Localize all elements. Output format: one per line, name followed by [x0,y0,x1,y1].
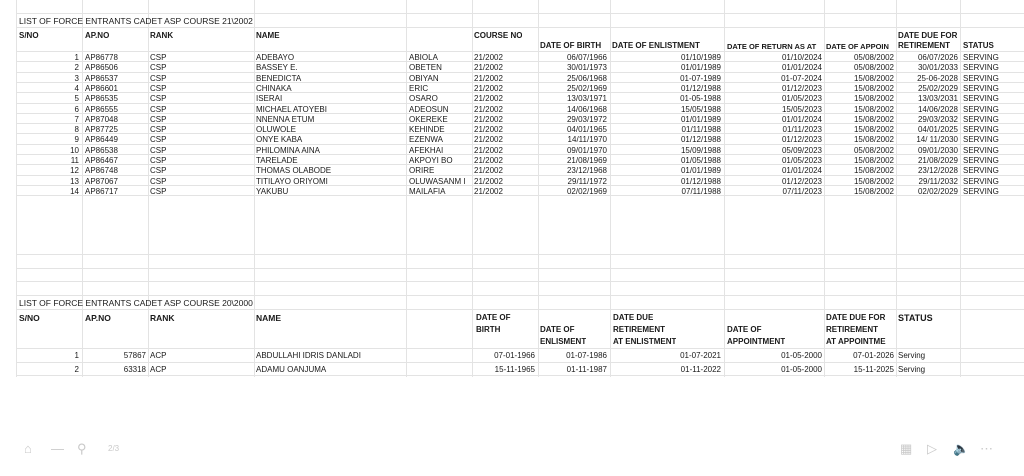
volume-icon[interactable]: 🔈 [953,441,970,456]
s2-header-dre-l2: RETIREMENT [613,325,665,334]
s1-cell-name: ISERAI [256,94,283,104]
s1-cell-apno: AP87725 [85,125,118,135]
s2-cell-dre: 01-07-2021 [680,351,721,360]
s1-cell-rank: CSP [150,53,167,62]
gridline [82,0,83,377]
s1-cell-apno: AP86467 [85,156,118,165]
s1-cell-dob: 09/01/1970 [566,145,607,155]
gridline [16,375,1024,376]
s1-cell-course: 21/2002 [474,104,503,114]
s1-cell-due: 02/02/2029 [917,186,958,196]
s1-cell-dob: 14/11/1970 [567,135,607,145]
s1-cell-course: 21/2002 [474,73,503,83]
s1-cell-name2: OKEREKE [409,114,448,124]
s1-cell-sno: 14 [70,186,79,196]
s1-cell-status: SERVING [963,145,999,155]
s1-cell-doa: 15/08/2002 [853,135,894,145]
s2-cell-status: Serving [898,351,926,360]
s1-cell-apno: AP87048 [85,114,118,124]
s1-cell-name: THOMAS OLABODE [256,166,332,176]
s1-cell-doa: 15/08/2002 [853,73,894,83]
s1-cell-name2: ADEOSUN [409,104,449,114]
s1-cell-due: 23/12/2028 [917,166,958,176]
s2-header-dre-l1: DATE DUE [613,313,654,322]
s1-cell-name2: KEHINDE [409,125,445,135]
s1-cell-doa: 05/08/2002 [853,145,894,155]
gridline [16,27,1024,28]
s2-header-dra-l1: DATE DUE FOR [826,313,886,322]
s1-cell-name: TARELADE [256,156,298,165]
s1-cell-due: 30/01/2033 [917,63,958,73]
s1-cell-apno: AP86538 [85,145,118,155]
s1-cell-sno: 6 [74,104,79,114]
s1-cell-doa: 15/08/2002 [853,104,894,114]
s2-cell-rank: ACP [150,364,167,374]
s2-header-dob-l1: DATE OF [476,313,511,322]
grid-icon[interactable]: ▦ [900,441,913,456]
s1-cell-course: 21/2002 [474,176,503,186]
s1-cell-doe: 15/05/1988 [680,104,721,114]
s1-cell-doe: 15/09/1988 [680,145,721,155]
s1-cell-status: SERVING [963,135,999,145]
s1-cell-course: 21/2002 [474,94,503,104]
s1-cell-dor: 01/12/2023 [781,135,822,145]
s1-cell-status: SERVING [963,73,999,83]
s1-cell-doa: 05/08/2002 [853,53,894,62]
gridline [148,0,149,377]
s1-cell-sno: 7 [74,114,79,124]
s2-cell-dra: 07-01-2026 [853,351,894,360]
s1-cell-dob: 23/12/1968 [566,166,607,176]
s1-cell-dor: 01/05/2023 [781,156,822,165]
s1-cell-dob: 25/06/1968 [566,73,607,83]
viewer-toolbar [0,436,1024,462]
s1-cell-name: OLUWOLE [256,125,297,135]
s1-header-rank: RANK [150,31,174,40]
s1-cell-course: 21/2002 [474,114,503,124]
s1-cell-course: 21/2002 [474,135,503,145]
s2-cell-status: Serving [898,364,926,374]
s1-cell-name: PHILOMINA AINA [256,145,321,155]
s1-cell-name2: AFEKHAI [409,145,444,155]
s1-cell-apno: AP87067 [85,176,118,186]
search-icon[interactable]: ⚲ [77,441,87,456]
s1-cell-due: 25-06-2028 [917,73,958,83]
s1-cell-status: SERVING [963,125,999,135]
s1-cell-doe: 01/05/1988 [680,156,721,165]
s1-cell-doa: 15/08/2002 [853,94,894,104]
s1-cell-sno: 1 [74,53,79,62]
s1-header-name: NAME [256,31,280,40]
s1-cell-name2: OLUWASANM I [409,176,466,186]
s1-cell-sno: 12 [70,166,79,176]
s1-cell-doe: 07/11/1988 [681,186,721,196]
s1-header-dor: DATE OF RETURN AS AT [727,42,817,51]
s1-cell-due: 21/08/2029 [917,156,958,165]
s1-cell-course: 21/2002 [474,125,503,135]
s1-cell-status: SERVING [963,186,999,196]
s1-cell-doa: 15/08/2002 [853,176,894,186]
s1-cell-sno: 9 [74,135,79,145]
play-icon[interactable]: ▷ [927,441,937,456]
s1-cell-doe: 01-07-1989 [680,73,721,83]
gridline [254,0,255,377]
s2-header-doe-l1: DATE OF [540,325,575,334]
s1-cell-rank: CSP [150,166,167,176]
s1-cell-dob: 29/11/1972 [567,176,607,186]
s1-cell-rank: CSP [150,94,167,104]
s1-cell-dor: 01/01/2024 [781,166,822,176]
s2-header-doa-l1: DATE OF [727,325,762,334]
s1-header-course-no: COURSE NO [474,31,523,40]
s1-cell-status: SERVING [963,156,999,165]
s1-cell-name: NNENNA ETUM [256,114,315,124]
s1-cell-doa: 15/08/2002 [853,166,894,176]
gridline [16,268,1024,269]
s1-cell-status: SERVING [963,83,999,93]
gridline [16,13,1024,14]
s1-cell-name: ONYE KABA [256,135,303,145]
s1-cell-apno: AP86537 [85,73,118,83]
s1-cell-doa: 15/08/2002 [853,83,894,93]
s1-cell-apno: AP86748 [85,166,118,176]
section1-title: LIST OF FORCE ENTRANTS CADET ASP COURSE 21\2002 [19,16,253,26]
s1-cell-dor: 01/12/2023 [781,83,822,93]
s1-cell-course: 21/2002 [474,156,503,165]
s2-header-doa-l2: APPOINTMENT [727,337,786,346]
s1-cell-doe: 01/01/1989 [680,166,721,176]
s1-cell-name2: ERIC [409,83,429,93]
s1-cell-course: 21/2002 [474,145,503,155]
s1-header-dob: DATE OF BIRTH [540,41,602,50]
s2-cell-rank: ACP [150,351,167,360]
gridline [16,309,1024,310]
s1-cell-rank: CSP [150,125,167,135]
s1-cell-course: 21/2002 [474,63,503,73]
s1-cell-status: SERVING [963,176,999,186]
s1-cell-sno: 2 [74,63,79,73]
s1-cell-rank: CSP [150,186,167,196]
home-icon[interactable]: ⌂ [24,441,32,456]
s1-cell-sno: 5 [74,94,79,104]
s1-header-doe: DATE OF ENLISTMENT [612,41,700,50]
gridline [406,0,407,377]
s1-cell-doa: 15/08/2002 [853,114,894,124]
s2-cell-apno: 63318 [123,364,146,374]
s1-cell-status: SERVING [963,166,999,176]
s1-cell-sno: 4 [74,83,79,93]
s1-cell-course: 21/2002 [474,186,503,196]
s1-cell-dob: 13/03/1971 [566,94,607,104]
s1-cell-name2: OSARO [409,94,438,104]
s1-cell-dor: 01/11/2023 [782,125,822,135]
gridline [16,295,1024,296]
s1-cell-name2: OBETEN [409,63,442,73]
s1-cell-due: 06/07/2026 [917,53,958,62]
s1-cell-dor: 01/05/2023 [781,94,822,104]
s1-cell-dob: 21/08/1969 [566,156,607,165]
gridline [960,0,961,377]
s1-cell-status: SERVING [963,94,999,104]
s2-cell-dob: 07-01-1966 [494,351,535,360]
s1-cell-rank: CSP [150,73,167,83]
s1-cell-name: CHINAKA [256,83,292,93]
s2-header-sno: S/NO [19,313,40,323]
s1-cell-course: 21/2002 [474,166,503,176]
s1-cell-rank: CSP [150,63,167,73]
s1-cell-sno: 10 [70,145,79,155]
s2-cell-name: ADAMU OANJUMA [256,364,327,374]
s1-cell-due: 25/02/2029 [917,83,958,93]
s1-cell-name: BASSEY E. [256,63,298,73]
section2-title: LIST OF FORCE ENTRANTS CADET ASP COURSE 20\2000 [19,298,253,308]
s1-cell-doe: 01-05-1988 [680,94,721,104]
s2-header-dre-l3: AT ENLISTMENT [613,337,677,346]
page-indicator: 2/3 [108,444,120,453]
s2-cell-dre: 01-11-2022 [680,364,721,374]
s1-cell-course: 21/2002 [474,83,503,93]
s2-cell-apno: 57867 [123,351,146,360]
s1-cell-rank: CSP [150,156,167,165]
s1-cell-name2: OBIYAN [409,73,439,83]
s1-cell-dor: 07/11/2023 [782,186,822,196]
s1-cell-dob: 14/06/1968 [566,104,607,114]
s1-cell-name2: ORIRE [409,166,435,176]
s1-header-status: STATUS [963,41,994,50]
s1-header-due-line2: RETIREMENT [898,41,950,50]
s1-cell-status: SERVING [963,53,999,62]
s1-cell-dor: 01/01/2024 [781,114,822,124]
s1-cell-doa: 15/08/2002 [853,186,894,196]
s1-cell-rank: CSP [150,145,167,155]
s1-cell-dor: 01/10/2024 [781,53,822,62]
s1-cell-due: 14/ 11/2030 [916,135,958,145]
gridline [16,254,1024,255]
s2-cell-dob: 15-11-1965 [494,364,535,374]
s1-cell-rank: CSP [150,83,167,93]
s1-cell-rank: CSP [150,135,167,145]
s1-cell-rank: CSP [150,104,167,114]
s1-cell-dob: 30/01/1973 [566,63,607,73]
s1-cell-dob: 25/02/1969 [566,83,607,93]
s1-header-sno: S/NO [19,31,39,40]
s1-cell-status: SERVING [963,63,999,73]
s2-header-name: NAME [256,313,282,323]
s2-header-apno: AP.NO [85,313,111,323]
s2-cell-doe: 01-11-1987 [566,364,607,374]
s1-cell-sno: 3 [74,73,79,83]
s1-cell-apno: AP86506 [85,63,118,73]
s1-cell-sno: 11 [70,156,79,165]
gridline [16,281,1024,282]
s1-cell-doe: 01/12/1988 [680,176,721,186]
s2-cell-doa: 01-05-2000 [781,351,822,360]
s2-header-dob-l2: BIRTH [476,325,501,334]
s1-cell-rank: CSP [150,114,167,124]
s1-cell-apno: AP86601 [85,83,118,93]
s2-header-dra-l3: AT APPOINTME [826,337,886,346]
s2-header-rank: RANK [150,313,175,323]
s1-cell-due: 04/01/2025 [917,125,958,135]
s1-cell-name2: MAILAFIA [409,186,446,196]
s2-cell-doe: 01-07-1986 [566,351,607,360]
s2-header-doe-l2: ENLISMENT [540,337,587,346]
s1-cell-due: 13/03/2031 [917,94,958,104]
s1-cell-apno: AP86555 [85,104,118,114]
s1-cell-doe: 01/10/1989 [680,53,721,62]
s1-cell-name2: AKPOYI BO [409,156,453,165]
s1-cell-doa: 05/08/2002 [853,63,894,73]
s1-cell-doa: 15/08/2002 [853,125,894,135]
s1-cell-apno: AP86778 [85,53,118,62]
s1-cell-name2: ABIOLA [409,53,438,62]
s1-cell-status: SERVING [963,104,999,114]
s1-cell-sno: 8 [74,125,79,135]
s1-cell-rank: CSP [150,176,167,186]
minus-icon[interactable]: — [51,441,64,456]
s1-cell-doe: 01/01/1989 [680,114,721,124]
s1-cell-doe: 01/11/1988 [681,125,721,135]
more-icon[interactable]: ⋯ [980,441,993,456]
gridline [16,348,1024,349]
s1-cell-doe: 01/12/1988 [680,135,721,145]
s1-header-apno: AP.NO [85,31,110,40]
s1-cell-dor: 01/01/2024 [781,63,822,73]
s1-cell-dor: 15/05/2023 [781,104,822,114]
s1-cell-name: YAKUBU [256,186,289,196]
s2-cell-sno: 2 [74,364,79,374]
s1-cell-name2: EZENWA [409,135,443,145]
s1-cell-dor: 01-07-2024 [781,73,822,83]
s1-cell-status: SERVING [963,114,999,124]
s1-cell-dob: 29/03/1972 [566,114,607,124]
s1-cell-doe: 01/01/1989 [680,63,721,73]
s1-cell-doa: 15/08/2002 [853,156,894,165]
s1-cell-doe: 01/12/1988 [680,83,721,93]
s1-cell-dor: 05/09/2023 [781,145,822,155]
s1-cell-dob: 06/07/1966 [566,53,607,62]
s1-cell-due: 29/03/2032 [917,114,958,124]
gridline [16,362,1024,363]
s1-cell-apno: AP86535 [85,94,118,104]
s2-header-status: STATUS [898,313,933,323]
s2-cell-name: ABDULLAHI IDRIS DANLADI [256,351,361,360]
s1-cell-dob: 02/02/1969 [566,186,607,196]
s1-cell-course: 21/2002 [474,53,503,62]
s1-cell-name: ADEBAYO [256,53,295,62]
s1-cell-due: 09/01/2030 [917,145,958,155]
s1-cell-apno: AP86449 [85,135,118,145]
s1-header-due-line1: DATE DUE FOR [898,31,958,40]
s1-cell-apno: AP86717 [85,186,118,196]
s1-cell-due: 14/06/2028 [917,104,958,114]
s1-cell-name: TITILAYO ORIYOMI [256,176,328,186]
s1-cell-sno: 13 [70,176,79,186]
s1-cell-name: BENEDICTA [256,73,302,83]
s2-cell-doa: 01-05-2000 [781,364,822,374]
s2-cell-sno: 1 [74,351,79,360]
s1-header-doa: DATE OF APPOIN [826,42,889,51]
s1-cell-name: MICHAEL ATOYEBI [256,104,327,114]
s1-cell-due: 29/11/2032 [918,176,958,186]
s2-cell-dra: 15-11-2025 [853,364,894,374]
s2-header-dra-l2: RETIREMENT [826,325,878,334]
s1-cell-dob: 04/01/1965 [566,125,607,135]
s1-cell-dor: 01/12/2023 [781,176,822,186]
gridline [472,0,473,377]
